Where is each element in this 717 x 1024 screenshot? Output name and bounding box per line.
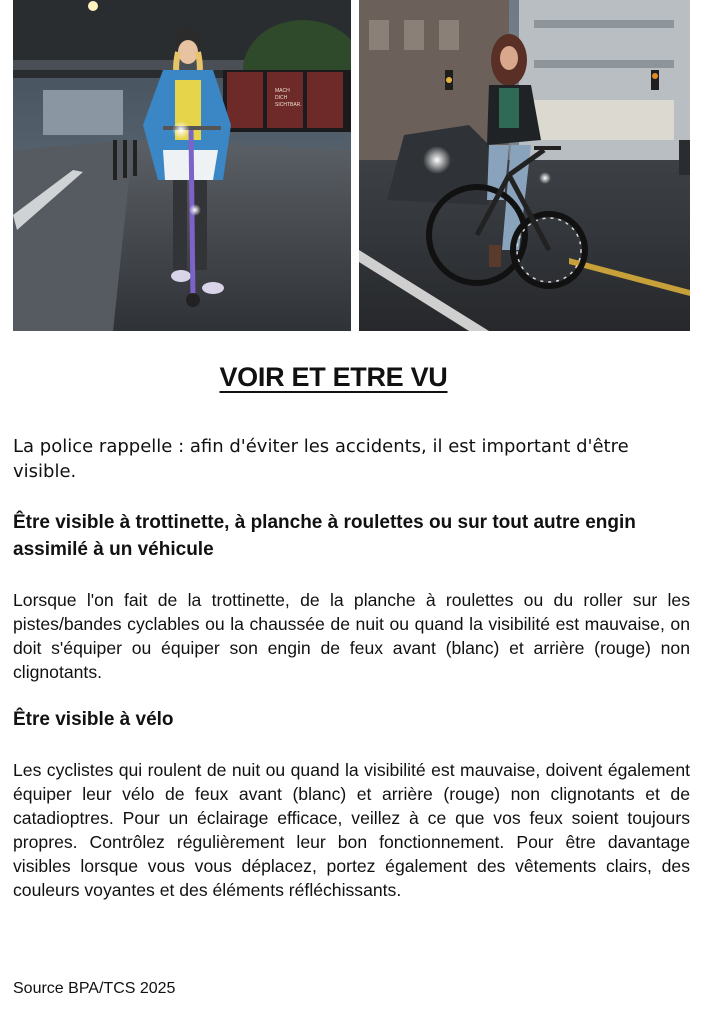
svg-text:DICH: DICH (275, 95, 288, 101)
svg-text:MACH: MACH (275, 88, 290, 94)
section-heading-scooter: Être visible à trottinette, à planche à roulettes ou sur tout autre engin assimilé à un véhicule (13, 512, 636, 560)
section-body-bicycle: Les cyclistes qui roulent de nuit ou quand la visibilité est mauvaise, doivent également équiper leur vélo de feux avant (blanc) et arrière (rouge) non clignotants et de catadioptres. Pour un éclairage efficace, veillez à ce que vos feux soient toujours propres. Contrôlez régulièrement leur bon fonctionnement. Pour être davantage visibles lorsque vous vous déplacez, portez également des vêtements clairs, des couleurs voyantes et des éléments réfléchissants. (13, 760, 690, 900)
bicycle-photo (359, 0, 690, 331)
page-title-text: VOIR ET ETRE VU (219, 362, 448, 392)
source-note: Source BPA/TCS 2025 (13, 980, 176, 997)
section-heading-bicycle: Être visible à vélo (13, 709, 174, 730)
intro-paragraph: La police rappelle : afin d'éviter les accidents, il est important d'être visible. (13, 436, 629, 482)
poster (227, 72, 343, 128)
svg-text:SICHTBAR.: SICHTBAR. (275, 102, 302, 108)
page-title (0, 362, 667, 393)
section-body-scooter: Lorsque l'on fait de la trottinette, de la planche à roulettes ou du roller sur les pistes/bandes cyclables ou la chaussée de nuit ou quand la visibilité est mauvaise, on doit s'équiper ou équiper son engin de feux avant (blanc) et arrière (rouge) non clignotants. (13, 590, 690, 682)
scooter-photo (13, 0, 351, 331)
